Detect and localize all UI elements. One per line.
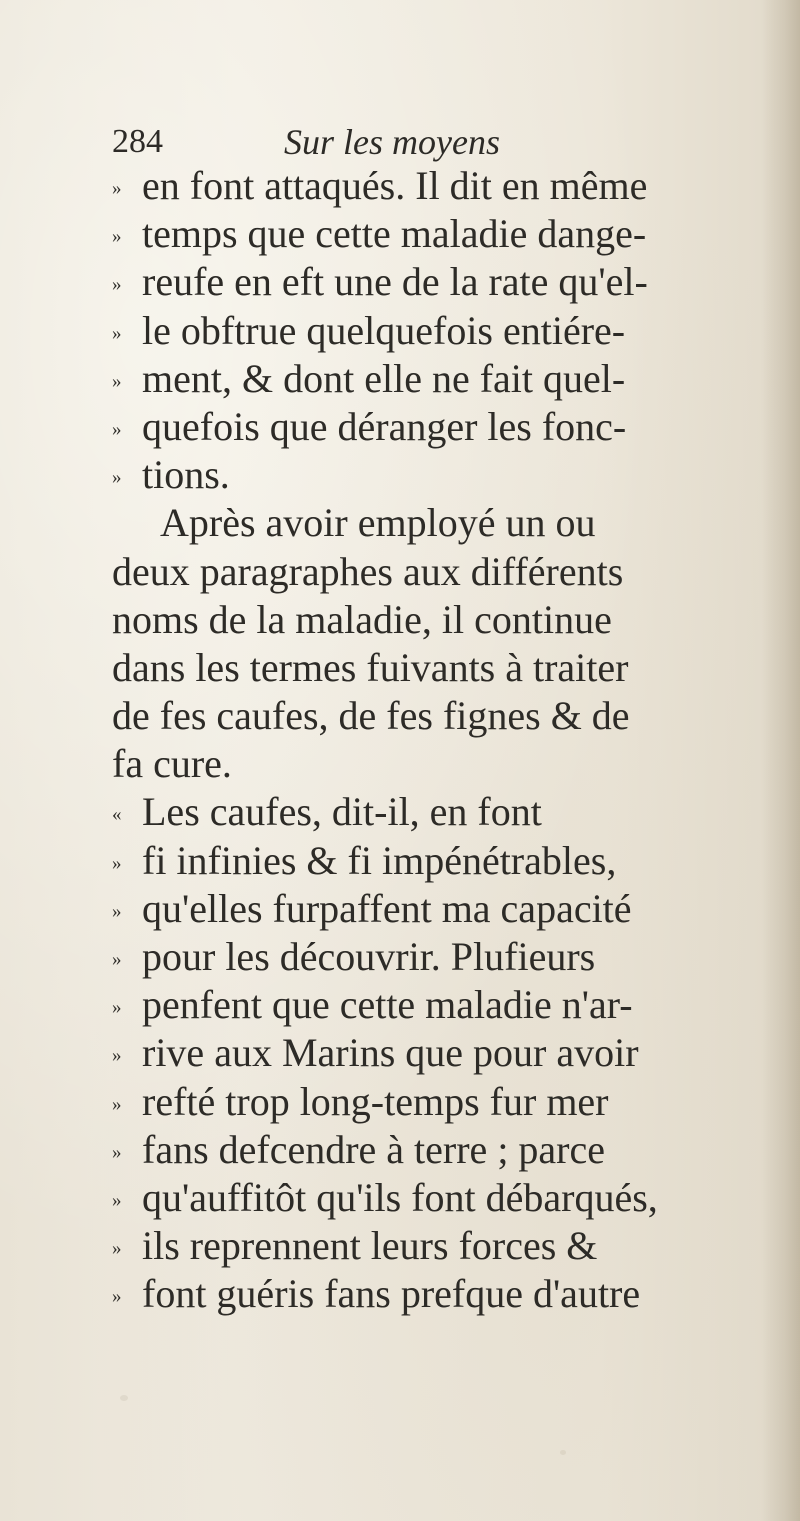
text-line bbox=[112, 1270, 752, 1318]
line-text: Les caufes, dit-il, en font bbox=[142, 789, 542, 835]
running-head: Sur les moyens bbox=[284, 122, 500, 162]
page-header bbox=[112, 118, 752, 166]
text-line bbox=[112, 1029, 752, 1077]
text-line bbox=[112, 1078, 752, 1126]
line-text: font guéris fans prefque d'autre bbox=[142, 1271, 641, 1317]
line-text: refté trop long-temps fur mer bbox=[142, 1078, 609, 1124]
line-text: fi infinies & fi impénétrables, bbox=[142, 837, 617, 883]
text-line bbox=[112, 1174, 752, 1222]
line-text: reufe en eft une de la rate qu'el- bbox=[142, 259, 648, 305]
text-line bbox=[112, 740, 752, 788]
text-line bbox=[112, 837, 752, 885]
quotation-mark: » bbox=[112, 852, 122, 874]
quotation-mark: » bbox=[112, 900, 122, 922]
line-text: fans defcendre à terre ; parce bbox=[142, 1126, 606, 1172]
line-text: tions. bbox=[142, 452, 230, 498]
line-text: noms de la maladie, il continue bbox=[112, 596, 612, 642]
paper-stain bbox=[560, 1450, 566, 1455]
quotation-mark: » bbox=[112, 322, 122, 344]
text-line bbox=[112, 210, 752, 258]
line-text: qu'auffitôt qu'ils font débarqués, bbox=[142, 1174, 658, 1220]
page-edge-shadow bbox=[762, 0, 800, 1521]
line-text: deux paragraphes aux différents bbox=[112, 548, 624, 594]
text-line bbox=[112, 788, 752, 836]
quotation-mark: » bbox=[112, 467, 122, 489]
quotation-mark: » bbox=[112, 274, 122, 296]
text-line bbox=[112, 1126, 752, 1174]
text-line bbox=[112, 451, 752, 499]
quotation-mark: » bbox=[112, 1286, 122, 1308]
paper-stain bbox=[120, 1395, 128, 1401]
text-line bbox=[112, 162, 752, 210]
quotation-mark: » bbox=[112, 1093, 122, 1115]
line-text: en font attaqués. Il dit en même bbox=[142, 163, 648, 208]
text-line bbox=[112, 355, 752, 403]
text-line bbox=[112, 692, 752, 740]
line-text: qu'elles furpaffent ma capacité bbox=[142, 885, 632, 931]
text-line bbox=[112, 307, 752, 355]
text-line bbox=[112, 258, 752, 306]
text-line bbox=[112, 981, 752, 1029]
line-text: ils reprennent leurs forces & bbox=[142, 1223, 598, 1269]
body-text bbox=[112, 162, 752, 1319]
text-line bbox=[112, 885, 752, 933]
text-line bbox=[112, 933, 752, 981]
line-text: de fes caufes, de fes fignes & de bbox=[112, 693, 630, 739]
quotation-mark: » bbox=[112, 418, 122, 440]
quotation-mark: » bbox=[112, 997, 122, 1019]
quotation-mark: » bbox=[112, 1045, 122, 1067]
line-text: quefois que déranger les fonc- bbox=[142, 403, 627, 449]
quotation-mark: » bbox=[112, 370, 122, 392]
quotation-mark: « bbox=[112, 804, 122, 826]
text-line bbox=[112, 1222, 752, 1270]
text-line bbox=[112, 548, 752, 596]
quotation-mark: » bbox=[112, 226, 122, 248]
line-text: le obftrue quelquefois entiére- bbox=[142, 307, 626, 353]
text-line bbox=[112, 644, 752, 692]
text-line bbox=[112, 403, 752, 451]
page-number: 284 bbox=[112, 123, 163, 160]
text-line bbox=[112, 499, 752, 547]
quotation-mark: » bbox=[112, 1189, 122, 1211]
quotation-mark: » bbox=[112, 949, 122, 970]
quotation-mark: » bbox=[112, 1141, 122, 1163]
line-text: temps que cette maladie dange- bbox=[142, 211, 647, 257]
line-text: Après avoir employé un ou bbox=[160, 500, 596, 546]
quotation-mark: » bbox=[112, 178, 122, 199]
quotation-mark: » bbox=[112, 1238, 122, 1260]
line-text: pour les découvrir. Plufieurs bbox=[142, 934, 596, 979]
text-line bbox=[112, 596, 752, 644]
line-text: dans les termes fuivants à traiter bbox=[112, 644, 629, 690]
line-text: rive aux Marins que pour avoir bbox=[142, 1030, 639, 1076]
line-text: ment, & dont elle ne fait quel- bbox=[142, 355, 626, 401]
line-text: fa cure. bbox=[112, 741, 232, 787]
line-text: penfent que cette maladie n'ar- bbox=[142, 982, 633, 1028]
